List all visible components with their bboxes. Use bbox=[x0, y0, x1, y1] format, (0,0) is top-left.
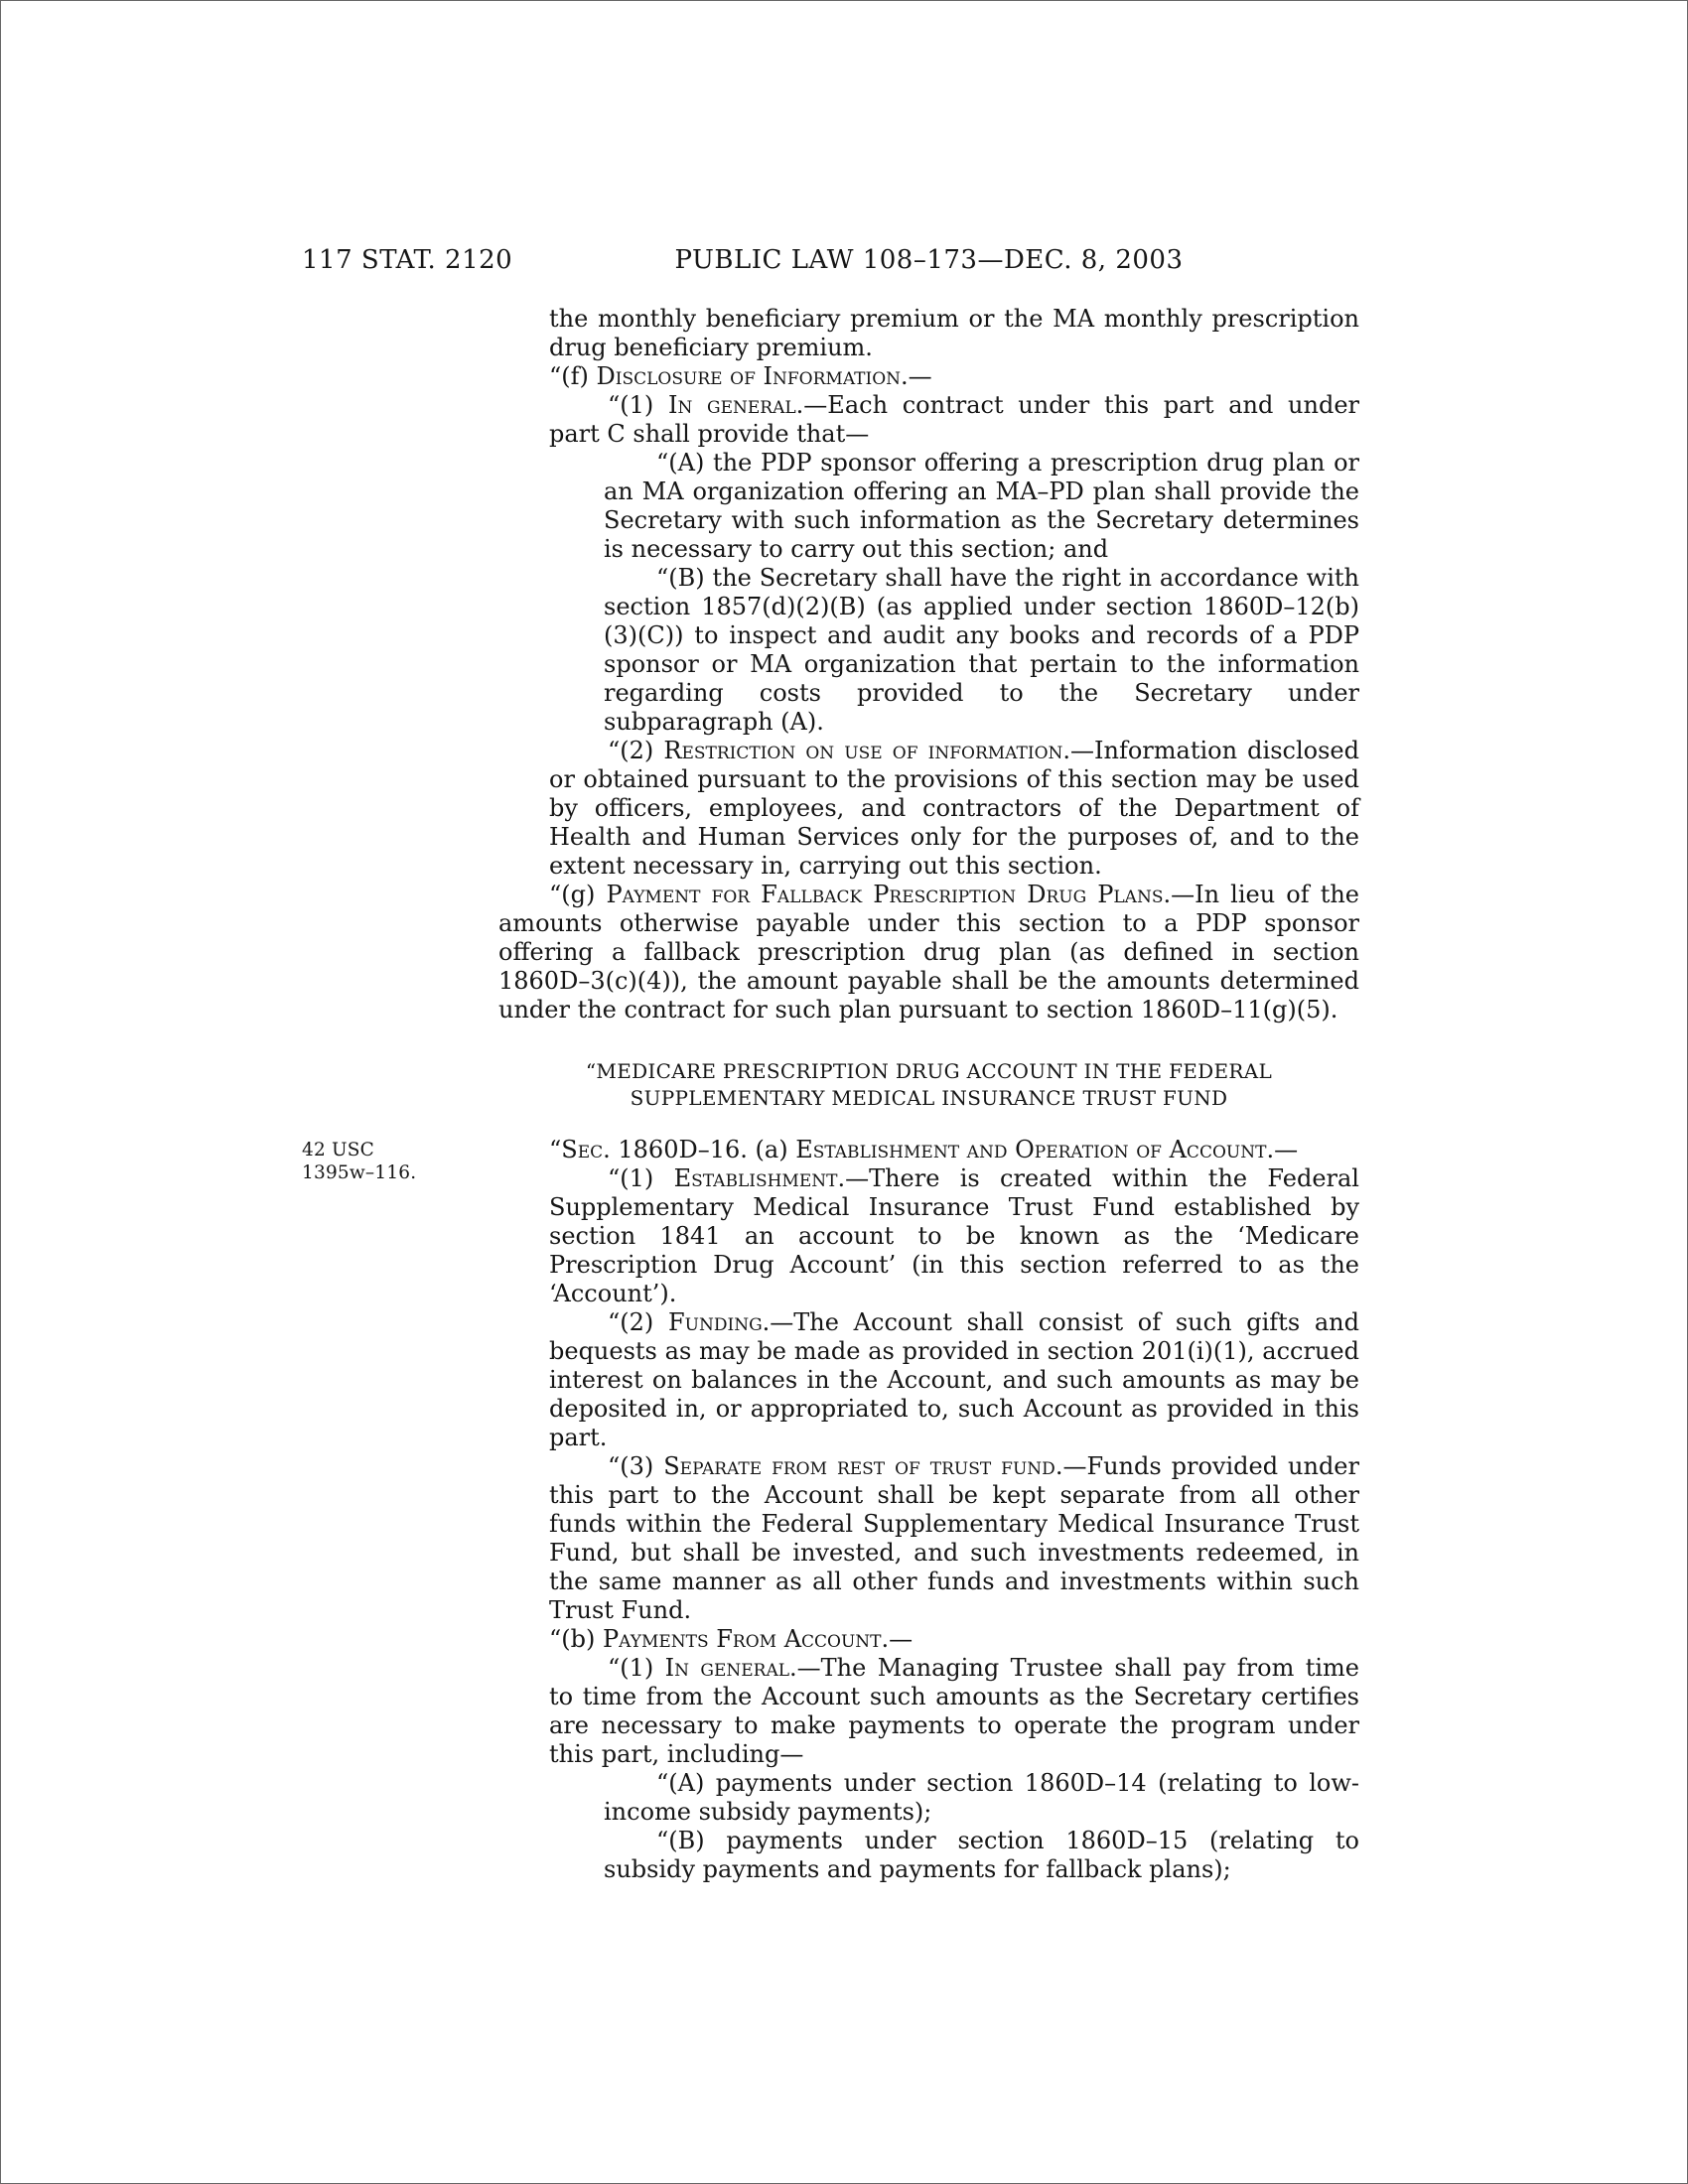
text-run: “(f) bbox=[549, 362, 597, 390]
para-a-2 bbox=[549, 1308, 1359, 1452]
text-run: Payments From Account bbox=[603, 1625, 882, 1653]
text-run: “MEDICARE PRESCRIPTION DRUG ACCOUNT IN THE FEDERAL bbox=[585, 1059, 1273, 1083]
text-run: .—In lieu of the amounts otherwise payable under this section to a PDP sponsor offering a fallback prescription drug plan (as defined in section 1860D–3(c)(4)), the amount payable shall be the amounts determined under the contract for such plan pursuant to section 1860D–11(g)(5). bbox=[498, 881, 1359, 1024]
para-f-heading bbox=[498, 362, 1359, 391]
document-body bbox=[302, 305, 1359, 1884]
para-g bbox=[498, 881, 1359, 1024]
page-header bbox=[1, 245, 1687, 279]
text-run: Sec. 1860D–16. bbox=[561, 1136, 748, 1163]
text-run: “(1) bbox=[608, 391, 668, 419]
text-run: .— bbox=[901, 362, 932, 390]
law-title: PUBLIC LAW 108–173—DEC. 8, 2003 bbox=[674, 245, 1184, 275]
para-continuation bbox=[549, 305, 1359, 362]
text-run: “(B) the Secretary shall have the right in accordance with section 1857(d)(2)(B) (as applied under section 1860D–12(b)(3)(C)) to inspect and audit any books and records of a PDP sponsor or MA organization that pertain to the information regarding costs provided to the Secretary under subparagraph (A). bbox=[604, 564, 1359, 736]
text-run: “(A) the PDP sponsor offering a prescription drug plan or an MA organization offering an MA–PD plan shall provide the Secretary with such information as the Secretary determines is necessary to carry out this section; and bbox=[604, 449, 1359, 563]
text-run: In general bbox=[664, 1654, 790, 1682]
para-b-heading bbox=[498, 1625, 1359, 1654]
text-run: “(1) bbox=[608, 1654, 665, 1682]
text-run: .— bbox=[1266, 1136, 1299, 1163]
text-run: “(g) bbox=[549, 881, 607, 908]
text-run: Disclosure of Information bbox=[596, 362, 902, 390]
para-b-1-A bbox=[604, 1769, 1359, 1827]
para-f-2 bbox=[549, 737, 1359, 881]
text-run: “(B) payments under section 1860D–15 (relating to subsidy payments and payments for fallback plans); bbox=[604, 1827, 1359, 1883]
text-run: (a) bbox=[747, 1136, 796, 1163]
text-run: .—Information disclosed or obtained pursuant to the provisions of this section may be used by officers, employees, and contractors of the Department of Health and Human Services only for the purposes of, and to the extent necessary in, carrying out this section. bbox=[549, 737, 1359, 880]
para-a-1 bbox=[549, 1164, 1359, 1308]
text-run: “ bbox=[549, 1136, 562, 1163]
center-heading-medicare-account bbox=[498, 1058, 1359, 1112]
text-run: .—The Managing Trustee shall pay from time to time from the Account such amounts as the Secretary certifies are necessary to make payments to operate the program under this part, including— bbox=[549, 1654, 1359, 1768]
text-run: .—The Account shall consist of such gifts and bequests as may be made as provided in section 201(i)(1), accrued interest on balances in the Account, and such amounts as may be deposited in, or appropriated to, such Account as provided in this part. bbox=[549, 1308, 1359, 1451]
para-b-1 bbox=[549, 1654, 1359, 1769]
para-b-1-B bbox=[604, 1827, 1359, 1884]
para-a-3 bbox=[549, 1452, 1359, 1625]
stat-page-number: 117 STAT. 2120 bbox=[302, 245, 513, 275]
text-run: Restriction on use of information bbox=[663, 737, 1063, 764]
para-f-1-B bbox=[604, 564, 1359, 737]
text-run: “(A) payments under section 1860D–14 (relating to low-income subsidy payments); bbox=[604, 1769, 1359, 1826]
para-f-1 bbox=[549, 391, 1359, 449]
text-run: Establishment and Operation of Account bbox=[795, 1136, 1267, 1163]
text-run: .— bbox=[881, 1625, 914, 1653]
text-run: In general bbox=[667, 391, 796, 419]
uscode-margin-note: 42 USC 1395w–116. bbox=[302, 1140, 417, 1183]
text-run: “(b) bbox=[549, 1625, 603, 1653]
text-run: Funding bbox=[668, 1308, 763, 1336]
text-run: .—Funds provided under this part to the Account shall be kept separate from all other funds within the Federal Supplementary Medical Insurance Trust Fund, but shall be invested, and such investments redeemed, in the same manner as all other funds and investments within such Trust Fund. bbox=[549, 1452, 1359, 1624]
text-run: “(3) bbox=[608, 1452, 664, 1480]
text-run: Payment for Fallback Prescription Drug Plans bbox=[606, 881, 1164, 908]
text-run: “(2) bbox=[608, 737, 664, 764]
text-run: Separate from rest of trust fund bbox=[663, 1452, 1055, 1480]
text-run: .—Each contract under this part and under part C shall provide that— bbox=[549, 391, 1359, 448]
text-run: SUPPLEMENTARY MEDICAL INSURANCE TRUST FUND bbox=[630, 1086, 1228, 1110]
para-sec-1860D-16 bbox=[302, 1136, 1359, 1183]
text-run: the monthly beneficiary premium or the MA monthly prescription drug beneficiary premium. bbox=[549, 305, 1359, 361]
text-run: .—There is created within the Federal Supplementary Medical Insurance Trust Fund established by section 1841 an account to be known as the ‘Medicare Prescription Drug Account’ (in this section referred to as the ‘Account’). bbox=[549, 1164, 1359, 1307]
text-run: “(1) bbox=[608, 1164, 674, 1192]
para-f-1-A bbox=[604, 449, 1359, 564]
text-run: Establishment bbox=[673, 1164, 838, 1192]
text-run: “(2) bbox=[608, 1308, 668, 1336]
